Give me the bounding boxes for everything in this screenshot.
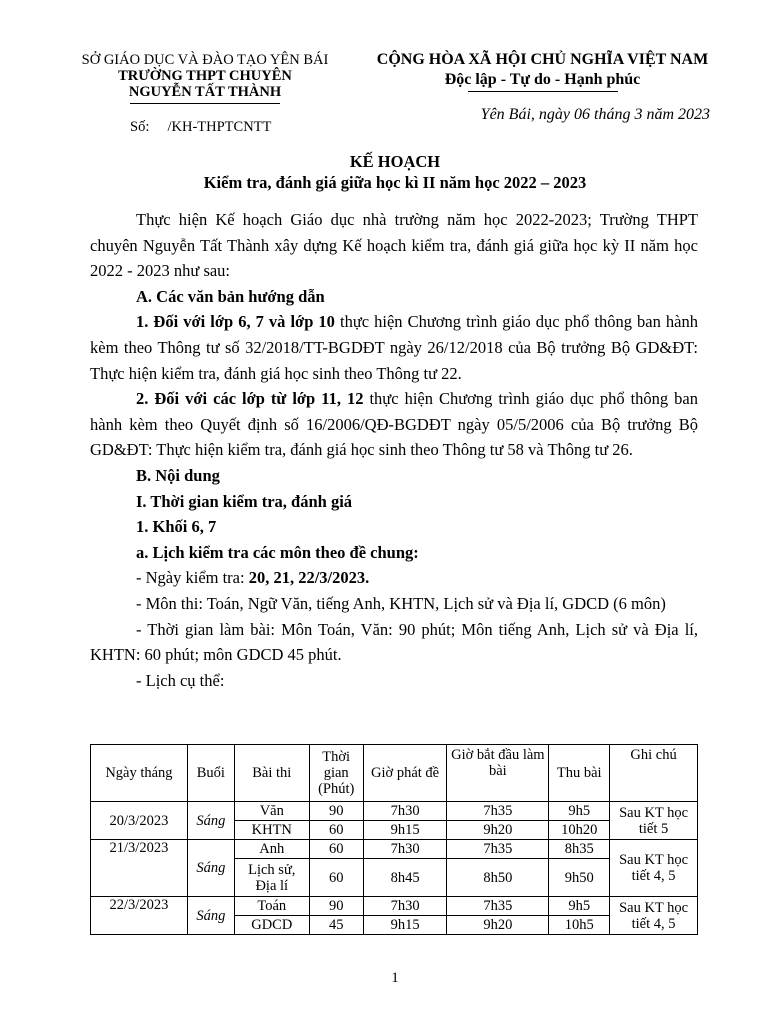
- cell-collect: 8h35: [549, 840, 610, 859]
- cell-time: 60: [309, 821, 363, 840]
- place-date: Yên Bái, ngày 06 tháng 3 năm 2023: [480, 106, 710, 123]
- cell-session: Sáng: [187, 802, 234, 840]
- cell-handout: 7h30: [363, 840, 447, 859]
- cell-time: 60: [309, 859, 363, 897]
- cell-start: 7h35: [447, 897, 549, 916]
- header-start: Giờ bắt đầu làm bài: [447, 745, 549, 802]
- intro-paragraph: Thực hiện Kế hoạch Giáo dục nhà trường năm học 2022-2023; Trường THPT chuyên Nguyễn Tất Thành xây dựng Kế hoạch kiểm tra, đánh giá giữa học kỳ II năm học 2022 - 2023 như sau:: [90, 210, 698, 281]
- cell-collect: 9h5: [549, 897, 610, 916]
- cell-subject: GDCD: [234, 916, 309, 935]
- document-number: [60, 119, 350, 135]
- cell-subject: KHTN: [234, 821, 309, 840]
- document-body: [90, 207, 698, 693]
- cell-collect: 9h50: [549, 859, 610, 897]
- sub-a-heading: a. Lịch kiểm tra các môn theo đề chung:: [136, 542, 419, 562]
- header-collect: Thu bài: [549, 745, 610, 802]
- cell-subject: Anh: [234, 840, 309, 859]
- table-row: [91, 897, 698, 916]
- national-motto: Độc lập - Tự do - Hạnh phúc: [444, 71, 641, 88]
- item-1-lead: 1. Đối với lớp 6, 7 và lớp 10: [136, 312, 335, 332]
- section-i-heading: I. Thời gian kiểm tra, đánh giá: [136, 491, 353, 511]
- cell-handout: 7h30: [363, 802, 447, 821]
- cell-handout: 8h45: [363, 859, 447, 897]
- table-row: [91, 802, 698, 821]
- cell-subject: Văn: [234, 802, 309, 821]
- subjects-line: - Môn thi: Toán, Ngữ Văn, tiếng Anh, KHTN, Lịch sử và Địa lí, GDCD (6 môn): [136, 593, 666, 613]
- cell-collect: 10h5: [549, 916, 610, 935]
- motto-underline: [468, 91, 618, 92]
- national-heading: [360, 50, 725, 92]
- cell-time: 60: [309, 840, 363, 859]
- schedule-label: - Lịch cụ thể:: [136, 670, 225, 690]
- cell-note: Sau KT học tiết 5: [610, 802, 698, 840]
- nation-name: CỘNG HÒA XÃ HỘI CHỦ NGHĨA VIỆT NAM: [376, 51, 709, 68]
- header-subject: Bài thi: [234, 745, 309, 802]
- document-title: [90, 151, 700, 193]
- item-2-paragraph: [90, 386, 698, 463]
- department-name: SỞ GIÁO DỤC VÀ ĐÀO TẠO YÊN BÁI: [81, 52, 329, 68]
- grade-heading: 1. Khối 6, 7: [136, 517, 217, 537]
- cell-session: Sáng: [187, 840, 234, 897]
- header-note: Ghi chú: [610, 745, 698, 802]
- cell-time: 90: [309, 897, 363, 916]
- cell-collect: 9h5: [549, 802, 610, 821]
- cell-date: 20/3/2023: [91, 802, 188, 840]
- cell-start: 7h35: [447, 802, 549, 821]
- section-b-heading: B. Nội dung: [136, 465, 220, 485]
- item-1-paragraph: [90, 309, 698, 386]
- school-name-line1: TRƯỜNG THPT CHUYÊN: [118, 68, 292, 84]
- cell-date: 22/3/2023: [91, 897, 188, 935]
- cell-time: 90: [309, 802, 363, 821]
- duration-line: - Thời gian làm bài: Môn Toán, Văn: 90 phút; Môn tiếng Anh, Lịch sử và Địa lí, KHTN: 60 phút; môn GDCD 45 phút.: [90, 619, 698, 665]
- item-2-lead: 2. Đối với các lớp từ lớp 11, 12: [136, 389, 364, 409]
- header-session: Buổi: [187, 745, 234, 802]
- item-2-text: thực hiện Chương trình giáo dục phổ thông ban hành kèm theo Quyết định số 16/2006/QĐ-BGDĐT ngày 05/5/2006 của Bộ trưởng Bộ GD&ĐT: Thực hiện kiểm tra, đánh giá học sinh theo Thông tư 58 và Thông tư 26.: [90, 389, 698, 460]
- page-number: 1: [391, 970, 399, 986]
- cell-date: 21/3/2023: [91, 840, 188, 897]
- cell-handout: 7h30: [363, 897, 447, 916]
- table-header-row: [91, 745, 698, 802]
- section-a-heading: A. Các văn bản hướng dẫn: [136, 286, 325, 306]
- exam-date-label: - Ngày kiểm tra:: [136, 568, 249, 588]
- issuer-block: [60, 52, 350, 135]
- exam-date-value: 20, 21, 22/3/2023.: [248, 568, 370, 588]
- cell-start: 9h20: [447, 821, 549, 840]
- cell-start: 7h35: [447, 840, 549, 859]
- cell-note: Sau KT học tiết 4, 5: [610, 840, 698, 897]
- title-main: KẾ HOẠCH: [349, 152, 441, 171]
- cell-start: 9h20: [447, 916, 549, 935]
- school-name-line2: NGUYỄN TẤT THÀNH: [128, 84, 282, 100]
- document-number-value: /KH-THPTCNTT: [167, 119, 272, 135]
- exam-date-line: [90, 565, 698, 591]
- header-date: Ngày tháng: [91, 745, 188, 802]
- cell-handout: 9h15: [363, 821, 447, 840]
- header-time: Thời gian (Phút): [309, 745, 363, 802]
- cell-time: 45: [309, 916, 363, 935]
- title-sub: Kiểm tra, đánh giá giữa học kì II năm học 2022 – 2023: [203, 173, 587, 192]
- cell-start: 8h50: [447, 859, 549, 897]
- issuer-underline: [130, 103, 280, 104]
- cell-subject: Lịch sử, Địa lí: [234, 859, 309, 897]
- cell-note: Sau KT học tiết 4, 5: [610, 897, 698, 935]
- cell-collect: 10h20: [549, 821, 610, 840]
- cell-subject: Toán: [234, 897, 309, 916]
- cell-handout: 9h15: [363, 916, 447, 935]
- item-1-text: thực hiện Chương trình giáo dục phổ thông ban hành kèm theo Thông tư số 32/2018/TT-BGDĐT ngày 26/12/2018 của Bộ trưởng Bộ GD&ĐT: Thực hiện kiểm tra, đánh giá học sinh theo Thông tư 22.: [90, 312, 699, 383]
- exam-schedule-table: [90, 744, 698, 935]
- cell-session: Sáng: [187, 897, 234, 935]
- table-row: [91, 840, 698, 859]
- document-number-label: Số:: [130, 119, 150, 135]
- header-handout: Giờ phát đề: [363, 745, 447, 802]
